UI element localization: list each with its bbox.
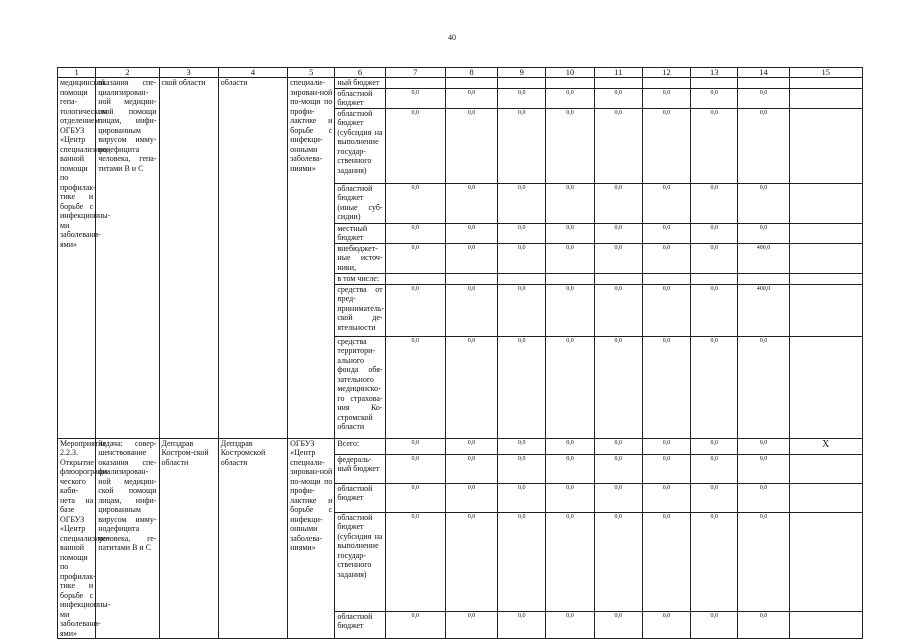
result-cell xyxy=(789,88,862,108)
amount-cell: 0,0 xyxy=(642,284,690,336)
amount-cell: 0,0 xyxy=(445,512,497,611)
result-cell xyxy=(789,183,862,223)
amount-cell: 0,0 xyxy=(546,108,594,183)
column-header-row xyxy=(58,68,863,78)
activity-name-cell: Мероприятие 2.2.3. Открытие флюорографи-ческого каби-нета на базе ОГБУЗ «Центр специализиро-ванной помощи по профилак-тике и борьбе с инфекционны-ми заболевани-ями» xyxy=(58,438,96,639)
column-header: 15 xyxy=(789,68,862,78)
amount-cell: 0,0 xyxy=(498,243,546,273)
amount-cell: 0,0 xyxy=(642,223,690,243)
amount-cell: 0,0 xyxy=(546,223,594,243)
funding-source-cell: федераль-ный бюджет xyxy=(335,454,385,483)
column-header: 4 xyxy=(218,68,287,78)
amount-cell: 0,0 xyxy=(385,454,445,483)
amount-cell: 0,0 xyxy=(642,611,690,639)
amount-cell: 0,0 xyxy=(594,438,642,454)
amount-cell: 0,0 xyxy=(691,284,738,336)
funding-source-cell: областной бюджет (иные суб-сидии) xyxy=(335,183,385,223)
responsible-cell: Депздрав Костромской области xyxy=(218,438,287,639)
amount-cell xyxy=(594,273,642,284)
amount-cell xyxy=(498,273,546,284)
amount-cell: 0,0 xyxy=(546,243,594,273)
task-cell: Задача: совер-шенствование оказания спе-циализирован-ной медицин-ской помощи лицам, инфи-цированным вирусом имму-нодефицита человека, ге-патитами В и С xyxy=(96,438,159,639)
amount-cell: 0,0 xyxy=(385,108,445,183)
amount-cell: 0,0 xyxy=(385,611,445,639)
amount-cell: 0,0 xyxy=(594,611,642,639)
result-cell xyxy=(789,512,862,611)
executor-cell: ОГБУЗ «Центр специали-зирован-ной по-мощи по профи-лактике и борьбе с инфекци-онными заболева-ниями» xyxy=(288,438,335,639)
amount-cell: 0,0 xyxy=(691,88,738,108)
column-header: 6 xyxy=(335,68,385,78)
coordinator-cell: ской области xyxy=(159,78,218,439)
task-cell: оказания спе-циализирован-ной медицин-ской помощи лицам, инфи-цированным вирусом имму-нодефицита человека, гепа-титами В и С xyxy=(96,78,159,439)
column-header: 2 xyxy=(96,68,159,78)
amount-cell: 0,0 xyxy=(385,336,445,438)
funding-source-cell: ный бюджет xyxy=(335,78,385,89)
amount-cell: 0,0 xyxy=(445,108,497,183)
result-cell: X xyxy=(789,438,862,454)
amount-cell: 0,0 xyxy=(738,88,789,108)
coordinator-cell: Депздрав Костром-ской области xyxy=(159,438,218,639)
amount-cell: 0,0 xyxy=(691,108,738,183)
amount-cell: 0,0 xyxy=(691,438,738,454)
amount-cell: 0,0 xyxy=(445,438,497,454)
amount-cell: 0,0 xyxy=(546,438,594,454)
amount-cell: 0,0 xyxy=(445,243,497,273)
amount-cell: 0,0 xyxy=(445,223,497,243)
amount-cell: 0,0 xyxy=(738,108,789,183)
column-header: 13 xyxy=(691,68,738,78)
column-header: 12 xyxy=(642,68,690,78)
activity-name-cell: медицинской помощи гепа-тологическим отделением ОГБУЗ «Центр специализиро-ванной помощи по профилак-тике и борьбе с инфекционны-ми заболевани-ями» xyxy=(58,78,96,439)
funding-source-cell: областной бюджет (субсидия на выполнение государ-ственного задания) xyxy=(335,512,385,611)
funding-source-cell: средства территори-ального фонда обя-зательного медицинско-го страхова-ния Ко-стромской области xyxy=(335,336,385,438)
funding-source-cell: областной бюджет xyxy=(335,88,385,108)
amount-cell: 0,0 xyxy=(445,454,497,483)
amount-cell: 0,0 xyxy=(642,483,690,512)
amount-cell: 0,0 xyxy=(445,183,497,223)
amount-cell: 0,0 xyxy=(594,284,642,336)
amount-cell: 0,0 xyxy=(546,336,594,438)
amount-cell: 0,0 xyxy=(594,336,642,438)
amount-cell: 0,0 xyxy=(594,483,642,512)
funding-source-cell: областной бюджет (субсидия на выполнение государ-ственного задания) xyxy=(335,108,385,183)
amount-cell: 0,0 xyxy=(498,223,546,243)
funding-source-cell: средства от пред-приниматель-ской де-ятельности xyxy=(335,284,385,336)
amount-cell: 0,0 xyxy=(385,483,445,512)
amount-cell: 0,0 xyxy=(642,243,690,273)
funding-source-cell: областной бюджет xyxy=(335,483,385,512)
responsible-cell: области xyxy=(218,78,287,439)
amount-cell xyxy=(642,78,690,89)
amount-cell: 0,0 xyxy=(691,454,738,483)
amount-cell xyxy=(594,78,642,89)
amount-cell: 0,0 xyxy=(691,243,738,273)
column-header: 3 xyxy=(159,68,218,78)
amount-cell: 400,0 xyxy=(738,243,789,273)
column-header: 14 xyxy=(738,68,789,78)
amount-cell xyxy=(445,273,497,284)
amount-cell: 0,0 xyxy=(642,108,690,183)
amount-cell xyxy=(498,78,546,89)
amount-cell: 0,0 xyxy=(691,223,738,243)
amount-cell: 0,0 xyxy=(385,243,445,273)
amount-cell: 0,0 xyxy=(385,284,445,336)
funding-table xyxy=(57,67,863,639)
amount-cell: 0,0 xyxy=(445,88,497,108)
amount-cell: 0,0 xyxy=(642,454,690,483)
amount-cell: 0,0 xyxy=(498,512,546,611)
amount-cell: 0,0 xyxy=(738,454,789,483)
amount-cell xyxy=(445,78,497,89)
amount-cell: 0,0 xyxy=(385,223,445,243)
amount-cell xyxy=(691,78,738,89)
amount-cell xyxy=(691,273,738,284)
funding-source-cell: Всего: xyxy=(335,438,385,454)
amount-cell xyxy=(642,273,690,284)
amount-cell: 0,0 xyxy=(546,284,594,336)
amount-cell: 0,0 xyxy=(738,183,789,223)
column-header: 5 xyxy=(288,68,335,78)
column-header: 11 xyxy=(594,68,642,78)
amount-cell: 0,0 xyxy=(498,88,546,108)
result-cell xyxy=(789,273,862,284)
result-cell xyxy=(789,243,862,273)
amount-cell: 0,0 xyxy=(445,611,497,639)
amount-cell: 0,0 xyxy=(594,108,642,183)
amount-cell: 0,0 xyxy=(385,183,445,223)
column-header: 7 xyxy=(385,68,445,78)
result-cell xyxy=(789,454,862,483)
funding-source-cell: местный бюджет xyxy=(335,223,385,243)
amount-cell xyxy=(546,78,594,89)
amount-cell: 0,0 xyxy=(498,454,546,483)
amount-cell: 0,0 xyxy=(691,512,738,611)
amount-cell xyxy=(546,273,594,284)
amount-cell: 0,0 xyxy=(498,336,546,438)
page-number: 40 xyxy=(448,33,456,42)
amount-cell: 0,0 xyxy=(642,336,690,438)
column-header: 8 xyxy=(445,68,497,78)
column-header: 10 xyxy=(546,68,594,78)
amount-cell: 0,0 xyxy=(738,611,789,639)
amount-cell: 0,0 xyxy=(385,512,445,611)
amount-cell: 0,0 xyxy=(498,183,546,223)
amount-cell: 0,0 xyxy=(642,88,690,108)
amount-cell: 0,0 xyxy=(691,336,738,438)
amount-cell: 0,0 xyxy=(445,483,497,512)
result-cell xyxy=(789,336,862,438)
result-cell xyxy=(789,78,862,89)
amount-cell: 0,0 xyxy=(642,183,690,223)
amount-cell: 0,0 xyxy=(385,438,445,454)
amount-cell: 0,0 xyxy=(594,183,642,223)
amount-cell xyxy=(738,78,789,89)
column-header: 9 xyxy=(498,68,546,78)
amount-cell xyxy=(385,273,445,284)
amount-cell: 0,0 xyxy=(385,88,445,108)
amount-cell: 0,0 xyxy=(642,438,690,454)
result-cell xyxy=(789,483,862,512)
result-cell xyxy=(789,284,862,336)
column-header: 1 xyxy=(58,68,96,78)
amount-cell: 0,0 xyxy=(691,183,738,223)
amount-cell: 0,0 xyxy=(498,483,546,512)
amount-cell: 0,0 xyxy=(546,183,594,223)
amount-cell: 0,0 xyxy=(594,512,642,611)
amount-cell: 0,0 xyxy=(546,483,594,512)
amount-cell: 0,0 xyxy=(498,438,546,454)
amount-cell xyxy=(738,273,789,284)
amount-cell xyxy=(385,78,445,89)
amount-cell: 400,0 xyxy=(738,284,789,336)
amount-cell: 0,0 xyxy=(738,512,789,611)
amount-cell: 0,0 xyxy=(498,108,546,183)
amount-cell: 0,0 xyxy=(546,454,594,483)
amount-cell: 0,0 xyxy=(498,611,546,639)
amount-cell: 0,0 xyxy=(738,438,789,454)
amount-cell: 0,0 xyxy=(546,611,594,639)
amount-cell: 0,0 xyxy=(594,243,642,273)
amount-cell: 0,0 xyxy=(546,512,594,611)
result-cell xyxy=(789,108,862,183)
amount-cell: 0,0 xyxy=(498,284,546,336)
amount-cell: 0,0 xyxy=(691,483,738,512)
amount-cell: 0,0 xyxy=(691,611,738,639)
amount-cell: 0,0 xyxy=(594,454,642,483)
amount-cell: 0,0 xyxy=(738,223,789,243)
table-row xyxy=(58,438,863,454)
amount-cell: 0,0 xyxy=(445,336,497,438)
table-row xyxy=(58,78,863,89)
result-cell xyxy=(789,223,862,243)
amount-cell: 0,0 xyxy=(445,284,497,336)
amount-cell: 0,0 xyxy=(594,223,642,243)
funding-source-cell: областной бюджет xyxy=(335,611,385,639)
amount-cell: 0,0 xyxy=(642,512,690,611)
amount-cell: 0,0 xyxy=(738,483,789,512)
executor-cell: специали-зирован-ной по-мощи по профи-лактике и борьбе с инфекци-онными заболева-ниями» xyxy=(288,78,335,439)
funding-source-cell: внебюджет-ные источ-ники, xyxy=(335,243,385,273)
amount-cell: 0,0 xyxy=(738,336,789,438)
funding-source-cell: в том числе: xyxy=(335,273,385,284)
result-cell xyxy=(789,611,862,639)
amount-cell: 0,0 xyxy=(594,88,642,108)
amount-cell: 0,0 xyxy=(546,88,594,108)
